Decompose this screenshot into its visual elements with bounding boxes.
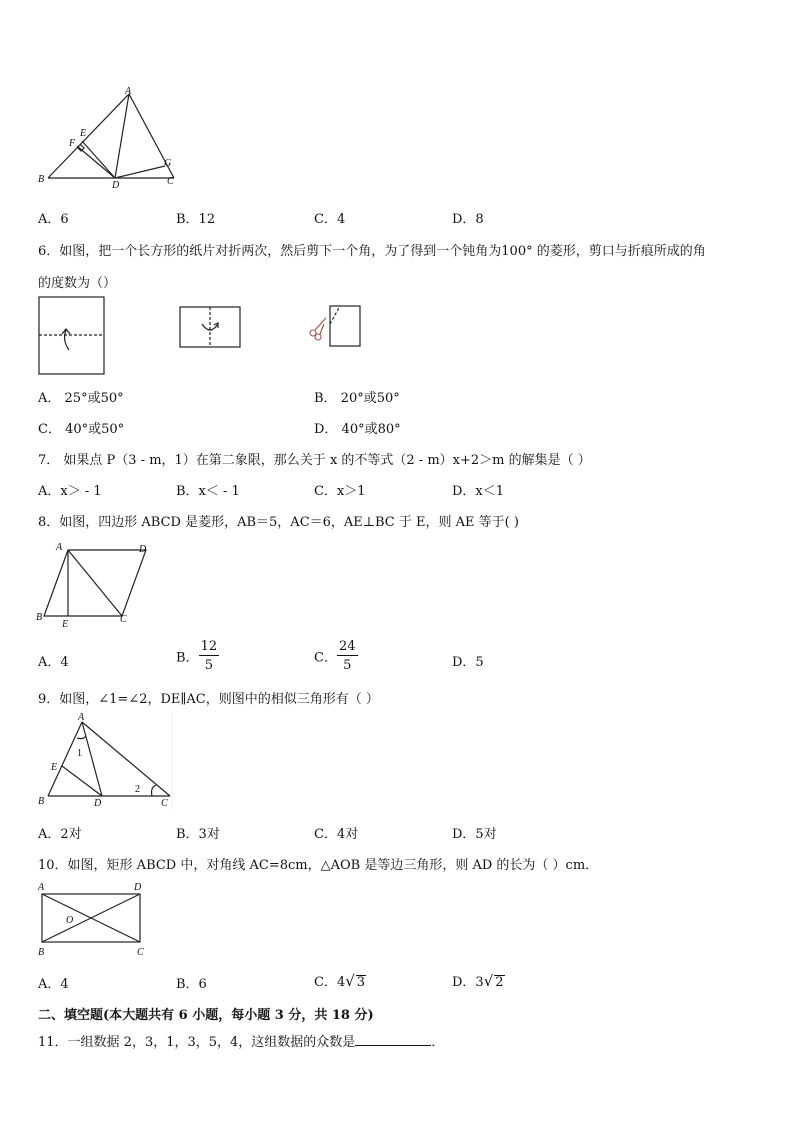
q9-option-d[interactable]: D．5对	[452, 827, 497, 842]
q8-label-a: A	[56, 542, 63, 553]
scissors-icon	[310, 318, 326, 340]
q8-label-c: C	[120, 614, 127, 625]
q10-option-c-radicand: 3	[356, 975, 366, 990]
q8-label-b: B	[36, 612, 43, 623]
q10-label-a: A	[38, 882, 45, 893]
q10-option-c-prefix: C．4	[314, 975, 346, 990]
q6-option-b[interactable]: B． 20°或50°	[314, 391, 400, 406]
q8-option-b[interactable]	[176, 640, 219, 672]
q5-label-d: D	[112, 180, 120, 190]
q7-option-b[interactable]: B．x＜ - 1	[176, 484, 240, 499]
q9-triangle-figure	[34, 710, 184, 812]
q8-option-b-prefix: B．	[176, 650, 199, 666]
q9-question: 9．如图，∠1=∠2，DE∥AC，则图中的相似三角形有（ ）	[38, 692, 379, 707]
q8-label-d: D	[139, 544, 147, 555]
q5-triangle-figure	[34, 86, 184, 190]
q5-label-b: B	[38, 174, 45, 185]
q11-question	[38, 1031, 444, 1050]
q7-question: 7． 如果点 P（3 - m，1）在第二象限，那么关于 x 的不等式（2 - m）x+2＞m 的解集是（ ）	[38, 453, 591, 468]
q9-label-d: D	[94, 798, 102, 809]
q5-label-c: C	[167, 176, 174, 187]
fraction-denominator: 5	[204, 658, 213, 673]
q10-option-d[interactable]	[452, 971, 505, 990]
q8-rhombus-figure	[34, 538, 164, 630]
q8-option-d[interactable]: D．5	[452, 655, 484, 670]
q10-option-a[interactable]: A．4	[38, 977, 69, 992]
q5-label-f: F	[69, 138, 76, 149]
q9-option-b[interactable]: B．3对	[176, 827, 220, 842]
q11-answer-blank[interactable]	[355, 1033, 431, 1046]
q9-option-a[interactable]: A．2对	[38, 827, 82, 842]
q9-label-a: A	[78, 712, 85, 723]
q11-suffix: ．	[431, 1035, 445, 1050]
q7-option-d[interactable]: D．x＜1	[452, 484, 505, 499]
q8-option-b-fraction	[199, 640, 220, 672]
sqrt-icon: √	[483, 972, 494, 990]
q8-option-c[interactable]	[314, 640, 358, 672]
q10-option-d-radicand: 2	[495, 975, 504, 990]
q10-label-b: B	[38, 947, 45, 958]
q10-option-b[interactable]: B．6	[176, 977, 207, 992]
fraction-numerator: 12	[200, 639, 218, 654]
fraction-numerator: 24	[338, 639, 356, 654]
q10-option-d-prefix: D．3	[452, 975, 484, 990]
q5-label-g: G	[164, 158, 172, 169]
q8-option-c-prefix: C．	[314, 650, 337, 666]
q8-label-e: E	[62, 619, 69, 630]
q5-option-d[interactable]: D．8	[452, 212, 484, 227]
q5-label-a: A	[125, 86, 132, 97]
q8-option-a[interactable]: A．4	[38, 655, 69, 670]
q6-question-line2: 的度数为（）	[38, 276, 117, 291]
q5-option-a[interactable]: A．6	[38, 212, 69, 227]
q10-question: 10．如图，矩形 ABCD 中，对角线 AC=8cm，△AOB 是等边三角形，则 AD 的长为（ ）cm．	[38, 858, 599, 873]
q9-label-c: C	[161, 798, 168, 809]
section-heading-fill-in: 二、填空题(本大题共有 6 小题，每小题 3 分，共 18 分)	[38, 1008, 374, 1023]
q9-label-b: B	[38, 796, 45, 807]
q6-option-c[interactable]: C． 40°或50°	[38, 422, 125, 437]
q6-folding-figure	[36, 294, 376, 378]
q10-option-c[interactable]	[314, 971, 366, 990]
q5-option-b[interactable]: B．12	[176, 212, 216, 227]
q10-label-o: O	[66, 915, 74, 926]
q6-question-line1: 6．如图，把一个长方形的纸片对折两次，然后剪下一个角，为了得到一个钝角为100° 的菱形，剪口与折痕所成的角	[38, 244, 706, 259]
q5-option-c[interactable]: C．4	[314, 212, 346, 227]
q6-option-d[interactable]: D． 40°或80°	[314, 422, 401, 437]
q7-option-a[interactable]: A．x＞ - 1	[38, 484, 102, 499]
q6-option-a[interactable]: A． 25°或50°	[38, 391, 124, 406]
sqrt-icon: √	[345, 972, 355, 990]
q5-label-e: E	[80, 128, 87, 139]
q9-angle-1: 1	[77, 748, 82, 759]
q8-question: 8．如图，四边形 ABCD 是菱形，AB＝5，AC＝6，AE⊥BC 于 E，则 AE 等于( )	[38, 515, 519, 530]
fraction-denominator: 5	[343, 658, 352, 673]
q9-angle-2: 2	[135, 784, 140, 795]
q9-option-c[interactable]: C．4对	[314, 827, 359, 842]
q10-label-d: D	[134, 882, 142, 893]
q9-label-e: E	[51, 762, 58, 773]
q7-option-c[interactable]: C．x＞1	[314, 484, 366, 499]
q11-text: 11．一组数据 2，3，1，3，5，4，这组数据的众数是	[38, 1035, 356, 1050]
q8-option-c-fraction	[337, 640, 358, 672]
q10-label-c: C	[137, 947, 144, 958]
q10-rectangle-figure	[34, 878, 164, 960]
